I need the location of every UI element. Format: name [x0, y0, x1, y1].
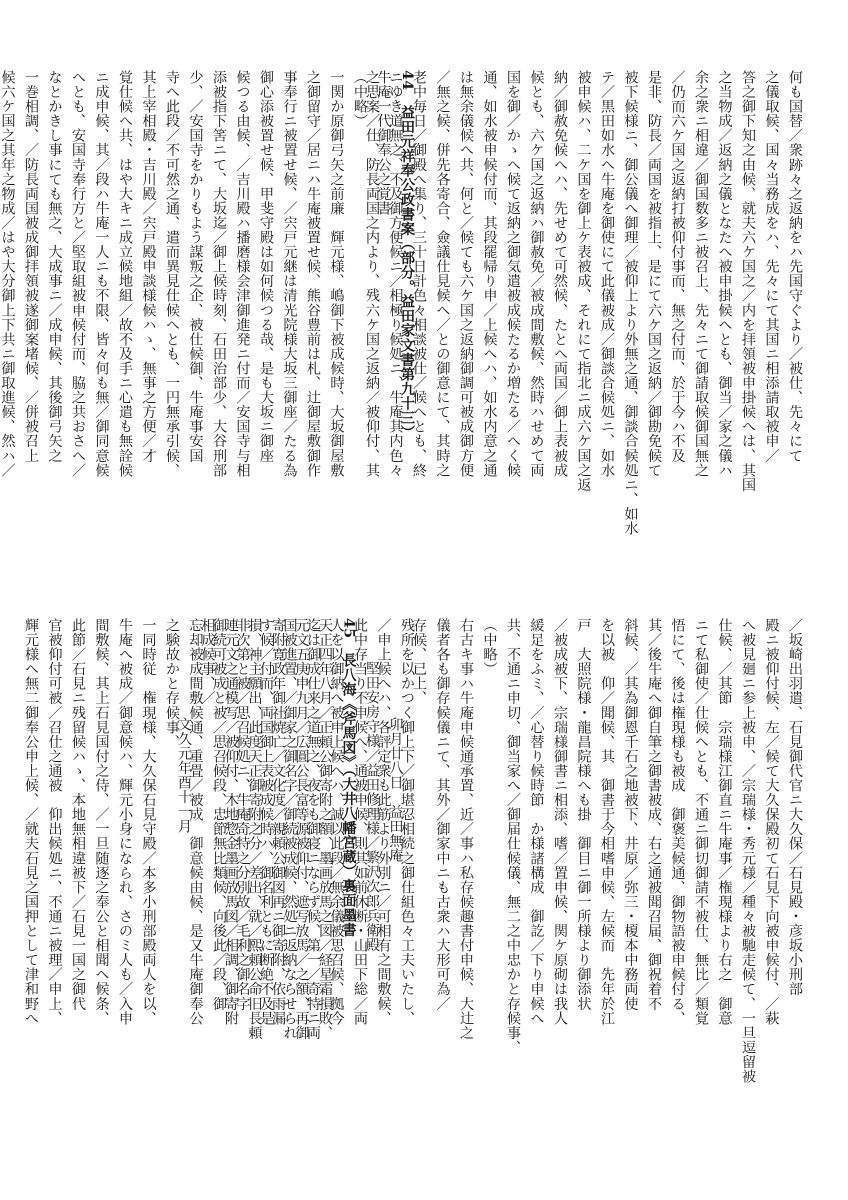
text-column: 其上宰相殿・吉川殿／宍戸殿申談様候ハゝ、無事之方便／才	[140, 70, 157, 463]
text-column: 連元文之通模写／被仰付、木地惣金墨画放馬図／相調、御寄附	[223, 618, 239, 1026]
text-column: 輝元様へ無二御奉公申上候、／就夫石見之国押として津和野へ	[23, 618, 39, 1026]
text-column: 官被仰付可被／召仕之通被 仰出候処ニ、不通ニ被理／申上、	[46, 618, 63, 1026]
left-section	[23, 618, 418, 1118]
text-column: 之当物成／返納之儀となたへ被申掛候へとも、御当／家之儀ハ	[716, 70, 733, 478]
text-column: 共、不通ニ申切、御当家へ／御届仕候儀、無二之中忠かと存候事、	[505, 618, 521, 1055]
text-column: 御続可被成と被／思召候段、忠節無比類候、向後此／段、御	[211, 618, 227, 1011]
text-column: 牛庵へ被成／御意候ハ、輝元小身になられ、さのミ人も／入申	[117, 618, 133, 1026]
text-column: 牛庵一代御奉公之覚書	[375, 70, 392, 216]
text-column: 何も国替／衆跡々之返納をハ先国守ぐより／被仕、先々にて	[787, 70, 803, 463]
text-column: 迄は御成仕来之道無之、夜をも御寝ニならず候、第一／奇特ニ両	[305, 618, 321, 1040]
text-column: 相成候事、／	[199, 618, 216, 706]
text-column: 国被進置、／御家之御名字／御続被成候、然処ニ返納ならせられ	[281, 618, 298, 1040]
text-column: 此節／石見ニ残留候ハゝ、本地無相違被下／石見一国之御代	[70, 618, 86, 1011]
text-column: 国を御／かゝへ候て返納之御気遣被成候たるか増たる／へく候	[505, 70, 521, 478]
text-column: 残所を以かつく御上下／御堪忍相続之御仕組色々工夫いたし、	[399, 618, 415, 1026]
text-column: なとかきし事にても無之、大成事ニ／成申候、其後御弓矢之	[46, 70, 63, 463]
text-column: 其／後牛庵へ御自筆之御書被成、右之通被聞召届、御祝着不	[646, 618, 662, 1011]
text-column: 間敷候、其上石見国付之侍、／一旦随逐之奉公と相聞へ候条、	[93, 618, 110, 1026]
text-column: 寺へ此段／不可然之通、遣而異見仕候へとも、一円無承引候、	[164, 70, 180, 478]
text-column: 殿ニ被仰付候、左／候て大久保殿初て石見下向被申候付、／萩	[763, 618, 780, 1026]
text-column: 堅田安房守様／益田修理様／繁沢次郎兵衛殿	[364, 660, 380, 952]
text-column: 仕候、／其節 宗瑞様江御直ニ牛庵事／権現様より右之 御意	[716, 618, 733, 1026]
text-column: す候／付而、両国御上表被成候時ハ、御名利ともに断絶不及是	[258, 618, 274, 1026]
text-column: 被申候ハ、二ケ国を御上ケ表被成、それにて指北ニ成六ケ国之返	[575, 70, 592, 492]
text-column: 答之御下知之由候、就夫六ケ国之／内を拝領被申掛候へは、其国	[740, 70, 756, 492]
text-column: 候とも、六ケ国之返納ハ御赦免／被成間敷候、然時ハせめて両	[528, 70, 545, 478]
text-column: 通、如水被申候付而、其段罷帰り申／上候へハ、如水内意之通	[481, 70, 498, 478]
text-column: 人を以御納へ被申上候へハ、誠以此段／無余儀被思召候、拠今	[328, 618, 345, 1026]
text-column: 悟にて、後は権現様も被成 御褒美候通、御物語被申候付る、	[669, 618, 686, 1026]
text-column: 之験故かと存候事、	[164, 618, 180, 749]
text-column: ／申上候へハ、各評定衆も此筋より外別ニ／可相有之間敷候、	[375, 618, 392, 1026]
text-column: 添被指下筈ニて、大坂迄／御上候時刻、石田治部少、大谷刑部	[211, 70, 227, 478]
text-column: 45 長八海《斧馬図》（大井八幡宮蔵）裏面墨書	[340, 618, 357, 937]
text-column: 老中毎日／御殿へ集り、三十日計色々相談被仕／候へとも、終	[411, 70, 427, 478]
text-column: 一関か原御弓矢之前廉 輝元様、嶋御下被成候時、大坂御屋敷	[328, 70, 345, 478]
text-column: 納／御赦免候へハ、先せめて可然候、たとへ両国／御上表被成	[552, 70, 568, 478]
text-column: （中略）	[481, 618, 498, 677]
text-column: 余之衆ニ相違／御国数多ニ被召上、先々ニて御請取候御国無之	[693, 70, 709, 478]
text-column: ニゆき道無之、不及御方便候ニ／相極り候処ニ、牛庵其内色々	[387, 70, 404, 478]
text-column: 元文五庚申九月／広圓公長富等源被仰付、遮写放馬／之額、再御	[293, 618, 310, 1040]
text-column: へ被見廻ニ参上被申、／宗瑞様・秀元様／種々被馳走候て、一旦逗留被	[740, 618, 756, 1084]
text-column: 候つる由候、／吉川殿ハ播磨様会津御進発ニ付而／安国寺与相	[234, 70, 251, 478]
text-column: 一巻相調、／防長両国被成御拝領被遂御案堵候、／併被召上	[23, 70, 39, 463]
text-column: 御心添被置せ候、甲斐守殿は如何候つる哉、是も大坂ニ御座	[258, 70, 274, 463]
text-column: ／仍而六ケ国之返納打被仰付事而、無之付而、於于今ハ不及	[669, 70, 686, 463]
text-column: を以被 仰／聞候、其 御書于今相嗜申候、左候而 先年於江	[599, 618, 615, 1026]
text-column: 非次第と被／思召候処ニ、牛庵奇特之分別故／毛利之御名字	[234, 618, 251, 1011]
text-column: ニて私御使／仕候へとも、不通ニ御切御請不被仕、無比／類覚	[693, 618, 709, 1026]
text-column: ／無之候、併先各寄合、僉議仕見候へ／との御意にて、其時之	[434, 70, 451, 478]
text-column: 此中存当り不申候へ、通被申候、則其如前休断・山田下総／両	[352, 618, 368, 1026]
text-column: （中略）	[352, 70, 368, 129]
text-column: テ／黒田如水へ牛庵を御使にて此儀被成／御談合候処ニ、如水	[599, 70, 615, 478]
text-column: 少、／安国寺をかりもよう謀叛之企、被仕候御、牛庵事安国	[187, 70, 204, 463]
text-column: は無余儀候へ共、何と／候ても六ケ国之返納御調可被成御方便	[458, 70, 474, 478]
text-column: 存候、已上、	[411, 618, 427, 706]
text-column: 儀者各も御存候儀ニて、其外／御家中ニも古衆ハ大形可為／	[434, 618, 451, 1011]
text-column: 是非、防長／両国を被指上、是にて六ケ国之返納／御勘免候て	[646, 70, 662, 478]
text-column: 戸 大照院様・龍昌院様へも掛 御目ニ御一所様より御添状	[575, 618, 592, 1011]
text-column: 緩足をふミ、／心替り候時節 か様諸構成 御訖／下り申候へ	[528, 618, 545, 1026]
text-column: 44 益田元祥奉公政書案（部分。益田家文書第九十三）	[399, 70, 415, 440]
text-column: ／被成被下、宗瑞様御書ニ相添、嗜／置申候、関ケ原砌は我人	[552, 618, 568, 1026]
text-column: 斜候、／其為御恩千石之地被下、井原／弥三・榎本中務両使	[622, 618, 639, 1011]
text-column: 被下候様ニ、御公儀へ御理／被仰上より外無之通、御談合候処ニ、如水	[622, 70, 639, 536]
text-column: 之儀取候、国々当務成をハ、先々にて其国ニ相添請取被申／	[763, 70, 780, 463]
text-column: 之思案／仕、防長両国之内より、残六ケ国之返納／被仰付、其	[364, 70, 380, 478]
text-column: 寄附寛政年御社焼亡／文化度／親頼公御図再ニ御寄附、依雨漏	[270, 618, 286, 1026]
text-column: 之御留守／居ニハ牛庵被置せ候、熊谷豊前は札、辻御屋敷御作	[305, 70, 321, 478]
text-column: 事奉行ニ被置せ候、／宍戸元継は清光院様大坂三御座／たる為	[281, 70, 298, 478]
text-column: 候六ケ国之其年之物成／はや大分御上下共ニ御取進候、然ハ／	[0, 70, 16, 478]
text-column: ニ成申候、其／段ハ牛庵一人ニも不限、皆々何も無／御同意候	[93, 70, 110, 478]
text-column: 忘却被成間敷候通、重畳／被成 御意候由候、是又牛庵御奉公	[187, 618, 204, 1026]
text-column: 天正四年八月／正頼公御寄附之額、墨画放馬之図／経星霜損敗、	[317, 618, 333, 1040]
text-column: ／坂崎出羽遣、石見御代官ニ大久保／石見殿・彦坂小刑部	[787, 618, 803, 997]
text-column: 文久元年酉十一月	[176, 717, 192, 834]
text-column: へとも、安国寺奉行方と／堅取組被申候付而、脇之共おさへ／	[70, 70, 86, 478]
text-column: 一同時従 権現様、大久保石見守殿／本多小刑部殿両人を以、	[140, 618, 157, 1026]
text-column: 卯月廿八日 益田無庵	[387, 717, 404, 863]
text-column: 損、神主願出、此度天正御寄附之分／差出、就／熙頼公命旧長頼	[246, 618, 263, 1040]
text-column: 覚仕候へ共、はや大キニ成立候地組／故不及手ニ心遣も無詮候	[117, 70, 133, 478]
text-column: 右古キ事ハ牛庵申候通承置、近／事ハ私存候趣書付申候、大辻之	[458, 618, 474, 1040]
